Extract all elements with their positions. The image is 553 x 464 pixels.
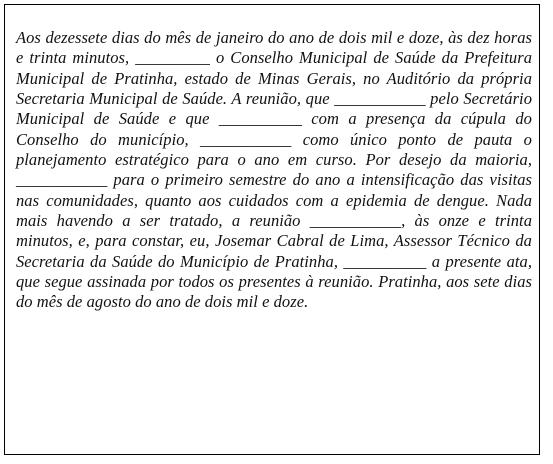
meeting-minutes-paragraph: Aos dezessete dias do mês de janeiro do ano de dois mil e doze, às dez horas e trinta minutos, _________ o Conselho Municipal de Saúde da Prefeitura Municipal de Pratinha, estado de Minas Gerais, no Auditório da própria Secretaria Municipal de Saúde. A reunião, que ___________ pelo Secretário Municipal de Saúde e que __________ com a presença da cúpula do Conselho do município, ___________ como único ponto de pauta o planejamento estratégico para o ano em curso. Por desejo da maioria, ___________ para o primeiro semestre do ano a intensificação das visitas nas comunidades, quanto aos cuidados com a epidemia de dengue. Nada mais havendo a ser tratado, a reunião ___________, às onze e trinta minutos, e, para constar, eu, Josemar Cabral de Lima, Assessor Técnico da Secretaria da Saúde do Município de Pratinha, __________ a presente ata, que segue assinada por todos os presentes à reunião. Pratinha, aos sete dias do mês de agosto do ano de dois mil e doze. bbox=[16, 28, 532, 312]
text-box bbox=[4, 4, 540, 455]
